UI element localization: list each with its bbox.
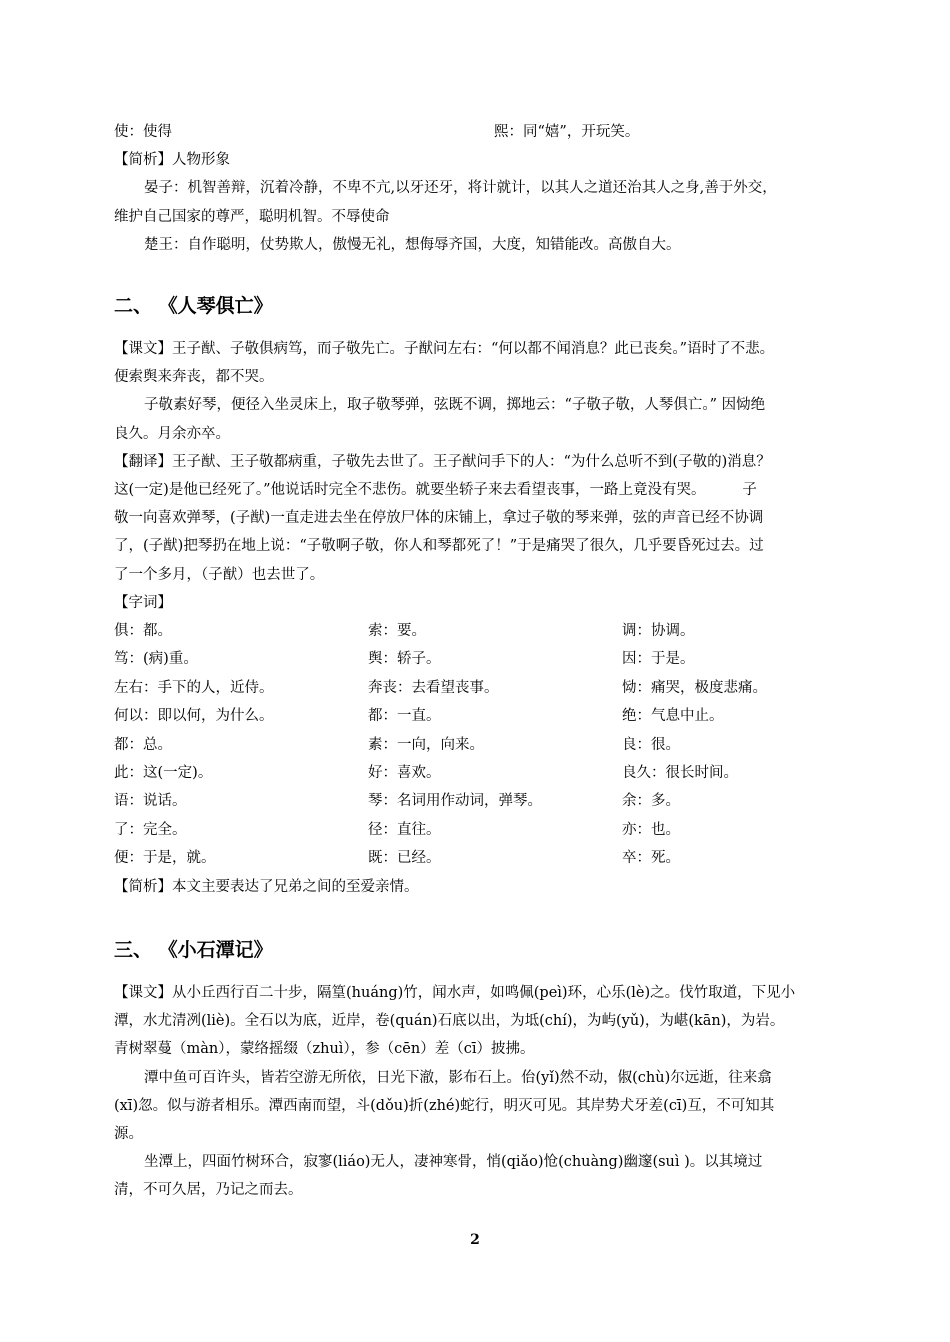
text-line: 【课文】从小丘西行百二十步，隔篁(huáng)竹，闻水声，如鸣佩(peì)环，心乐(lè)之。伐竹取道，下见小 (114, 984, 796, 1001)
vocab-item: 熙：同“嬉”，开玩笑。 (494, 124, 640, 140)
vocab-item: 笃：(病)重。 (114, 651, 198, 668)
translation-line: 敬一向喜欢弹琴，(子猷)一直走进去坐在停放尸体的床铺上，拿过子敬的琴来弹，弦的声音已经不协调 (114, 510, 764, 527)
vocab-item: 使：使得 (114, 124, 172, 140)
text-line: 良久。月余亦卒。 (114, 425, 230, 442)
vocab-item: 好：喜欢。 (368, 765, 441, 782)
vocab-item: 因：于是。 (622, 651, 695, 668)
text-line: 潭中鱼可百许头，皆若空游无所依，日光下澈，影布石上。佁(yǐ)然不动，俶(chù)尔远逝，往来翕 (144, 1069, 772, 1086)
text-line: 青树翠蔓（màn），蒙络摇缀（zhuì），参（cēn）差（cī）披拂。 (114, 1041, 535, 1058)
translation-line: 【翻译】王子猷、王子敬都病重，子敬先去世了。王子猷问手下的人：“为什么总听不到(子敬的)消息？ (114, 453, 771, 470)
section-title-renqin: 二、 《人琴俱亡》 (114, 295, 273, 318)
vocab-item: 良：很。 (622, 736, 680, 753)
vocab-item: 了：完全。 (114, 821, 187, 838)
vocab-item: 都：一直。 (368, 708, 441, 725)
vocab-item: 左右：手下的人，近侍。 (114, 679, 274, 696)
translation-line: 了一个多月，（子猷）也去世了。 (114, 566, 325, 583)
vocab-item: 恸：痛哭，极度悲痛。 (622, 679, 767, 696)
text-line: 坐潭上，四面竹树环合，寂寥(liáo)无人，凄神寒骨，悄(qiǎo)怆(chuàng)幽邃(suì )。以其境过 (144, 1154, 763, 1171)
vocab-item: 余：多。 (622, 793, 680, 810)
vocab-item: 调：协调。 (622, 623, 695, 640)
vocab-item: 素：一向，向来。 (368, 736, 484, 753)
vocab-item: 索：要。 (368, 623, 426, 640)
vocab-label: 【字词】 (114, 594, 172, 611)
vocab-item: 俱：都。 (114, 623, 172, 640)
analysis-renqin: 【简析】本文主要表达了兄弟之间的至爱亲情。 (114, 878, 419, 895)
vocab-item: 此：这(一定)。 (114, 765, 213, 782)
xiaoshitan-paragraph-2 (114, 1064, 838, 1149)
vocab-item: 语：说话。 (114, 793, 187, 810)
page-number: 2 (470, 1232, 480, 1248)
xiaoshitan-paragraph-1 (114, 979, 838, 1064)
text-line: 源。 (114, 1125, 143, 1142)
text-line: 【课文】王子猷、子敬俱病笃，而子敬先亡。子猷问左右：“何以都不闻消息？此已丧矣。”语时了不悲。 (114, 341, 775, 358)
vocab-item: 良久：很长时间。 (622, 765, 738, 782)
vocab-item: 亦：也。 (622, 821, 680, 838)
vocab-item: 琴：名词用作动词，弹琴。 (368, 793, 542, 810)
vocab-item: 卒：死。 (622, 850, 680, 867)
vocab-item: 都：总。 (114, 736, 172, 753)
xiaoshitan-paragraph-3 (114, 1148, 838, 1204)
section-title-xiaoshitan: 三、 《小石潭记》 (114, 938, 273, 961)
character-chuwang: 楚王：自作聪明，仗势欺人，傲慢无礼，想侮辱齐国，大度，知错能改。高傲自大。 (144, 236, 681, 253)
vocab-item: 便：于是，就。 (114, 850, 216, 867)
vocab-item: 舆：轿子。 (368, 651, 441, 668)
text-line: 潭，水尤清冽(liè)。全石以为底，近岸，卷(quán)石底以出，为坻(chí)，为屿(yǔ)，为嵁(kān)，为岩。 (114, 1013, 785, 1030)
renqin-original-text (114, 335, 838, 448)
vocab-item: 绝：气息中止。 (622, 708, 724, 725)
text-line: (xī)忽。似与游者相乐。潭西南而望，斗(dǒu)折(zhé)蛇行，明灭可见。其岸势犬牙差(cī)互，不可知其 (114, 1097, 775, 1114)
character-yanzi: 晏子：机智善辩，沉着冷静，不卑不亢,以牙还牙，将计就计，以其人之道还治其人之身,善于外交， (144, 180, 777, 197)
translation-line: 这(一定)是他已经死了。”他说话时完全不悲伤。就要坐轿子来去看望丧事，一路上竟没有哭。 子 (114, 482, 757, 499)
document-body (114, 118, 838, 1205)
vocab-item: 奔丧：去看望丧事。 (368, 679, 499, 696)
renqin-translation (114, 448, 838, 589)
character-yanzi-cont: 维护自己国家的尊严，聪明机智。不辱使命 (114, 208, 390, 225)
vocab-item: 径：直往。 (368, 821, 441, 838)
text-line: 清，不可久居，乃记之而去。 (114, 1182, 303, 1199)
analysis-label: 【简析】人物形象 (114, 152, 230, 169)
vocab-item: 既：已经。 (368, 850, 441, 867)
vocab-item: 何以：即以何，为什么。 (114, 708, 274, 725)
text-line: 子敬素好琴，便径入坐灵床上，取子敬琴弹，弦既不调，掷地云：“子敬子敬，人琴俱亡。” 因恸绝 (144, 397, 766, 414)
translation-line: 了，(子猷)把琴扔在地上说：“子敬啊子敬，你人和琴都死了！”于是痛哭了很久，几乎要昏死过去。过 (114, 538, 764, 555)
vocab-table (114, 617, 838, 873)
text-line: 便索舆来奔丧，都不哭。 (114, 369, 274, 386)
vocab-row-top (114, 118, 838, 146)
